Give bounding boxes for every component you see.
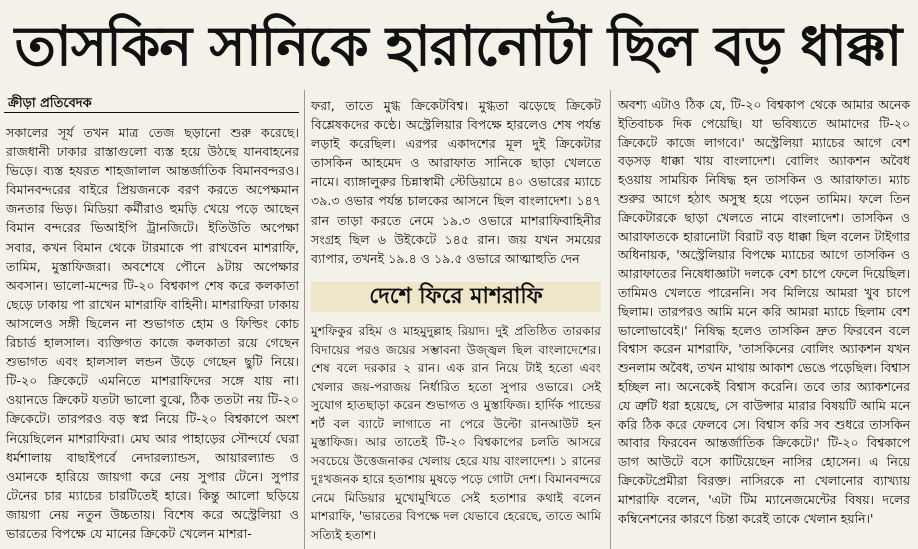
byline: ক্রীড়া প্রতিবেদক [8, 96, 92, 111]
headline: তাসকিন সানিকে হারানোটা ছিল বড় ধাক্কা [14, 14, 902, 78]
paragraph: মুশফিকুর রহিম ও মাহমুদুল্লাহ রিয়াদ। দুই প্রতিষ্ঠিত তারকার বিদায়ের পরও জয়ের সম্ভাবনা উজ্জ্বল ছিল বাংলাদেশের। শেষ বলে দরকার ২ রান। এক রান নিয়ে টাই হতো এবং খেলার জয়-পরাজয় নির্ধারিত হতো সুপার ওভারে। সেই সুযোগ হাতছাড়া করেন শুভাগত ও মুস্তাফিজ। হার্দিক পান্ডের শর্ট বল ব্যাটে লাগাতে না পেরে উল্টো রানআউট হন মুস্তাফিজ। আর তাতেই টি-২০ বিশ্বকাপের চলতি আসরে সবচেয়ে উত্তেজনাকর খেলায় হেরে যায় বাংলাদেশ। ১ রানের দুঃখজনক হারে হতাশায় মুষড়ে পড়ে গোটা দেশ। বিমানবন্দরে নেমে মিডিয়ার মুখোমুখিতে সেই হতাশার কথাই বলেন মাশরাফি, 'ভারতের বিপক্ষে দল যেভাবে হেরেছে, তাতে আমি সত্যিই হতাশ। [311, 324, 601, 542]
column-divider [304, 90, 305, 549]
article-column-2-top [311, 96, 601, 268]
article-column-1 [6, 123, 299, 543]
subheading: দেশে ফিরে মাশরাফি [311, 282, 601, 312]
column-divider [610, 90, 611, 549]
paragraph: অবশ্য এটাও ঠিক যে, টি-২০ বিশ্বকাপ থেকে আমার অনেক ইতিবাচক দিক পেয়েছি। যা ভবিষ্যতে আমাদের টি-২০ ক্রিকেটে কাজে লাগবে।' অস্ট্রেলিয়া ম্যাচের আগে বেশ বড়সড় ধাক্কা খায় বাংলাদেশ। বোলিং অ্যাকশন অবৈধ হওয়ায় সাময়িক নিষিদ্ধ হন তাসকিন ও আরাফাত। ম্যাচ শুরুর আগে হঠাৎ অসুস্থ হয়ে পড়েন তামিম। ফলে তিন ক্রিকেটারকে ছাড়া খেলতে নামে বাংলাদেশ। তাসকিন ও আরাফাতকে হারানোটা বিরাট বড় ধাক্কা ছিল বলেন টাইগার অধিনায়ক, 'অস্ট্রেলিয়ার বিপক্ষে ম্যাচের আগে তাসকিন ও আরাফাতের নিষেধাজ্ঞাটা দলকে বেশ চাপে ফেলে দিয়েছিল। তামিমও খেলতে পারেননি। সব মিলিয়ে আমরা খুব চাপে ছিলাম। তারপরও আমি মনে করি আমরা ম্যাচে ছিলাম বেশ ভালোভাবেই।' নিষিদ্ধ হলেও তাসকিন দ্রুত ফিরবেন বলে বিশ্বাস করেন মাশরাফি, 'তাসকিনের বোলিং অ্যাকশন যখন শুনলাম অবৈধ, তখন মাথায় আকাশ ভেঙে পড়েছিল। বিশ্বাস হচ্ছিল না। অনেকেই বিশ্বাস করেনি। তবে তার অ্যাকশনের যে ত্রুটি ধরা হয়েছে, সে বাউন্সার মারার বিষয়টি আমি মনে করি ঠিক করে ফেলবে সে। বিশ্বাস করি সব শুধরে তাসকিন আবার ফিরবেন আন্তর্জাতিক ক্রিকেটে।' টি-২০ বিশ্বকাপে ডাগ আউটে বসে কাটিয়েছেন নাসির হোসেন। এ নিয়ে ক্রিকেটপ্রেমীরা বিরক্ত। নাসিরকে না খেলানোর ব্যাখ্যায় মাশরাফি বলেন, 'এটা টিম ম্যানেজমেন্টের বিষয়। দলের কম্বিনেশনের কারণে চিন্তা করেই তাকে খেলান হয়নি।' [618, 97, 910, 526]
paragraph: সকালের সূর্য তখন মাত্র তেজ ছড়ানো শুরু করেছে। রাজধানী ঢাকার রাস্তাগুলো ব্যস্ত হয়ে উঠছে যানবাহনের ভিড়ে। ব্যস্ত হযরত শাহজালাল আন্তর্জাতিক বিমানবন্দরও। বিমানবন্দরের বাইরে প্রিয়জনকে বরণ করতে অপেক্ষমান জনতার ভিড়। মিডিয়া কর্মীরাও হুমড়ি খেয়ে পড়ে আছেন বিমান বন্দরের ভিআইপি ট্রানজিটে। ইতিউতি অপেক্ষা সবার, কখন বিমান থেকে টারমাকে পা রাখবেন মাশরাফি, তামিম, মুস্তাফিজরা। অবশেষে পৌনে ৯টায় অপেক্ষার অবসান। ভালো-মন্দের টি-২০ বিশ্বকাপ শেষ করে কলকাতা ছেড়ে ঢাকায় পা রাখেন মাশরাফি বাহিনী। মাশরাফিরা ঢাকায় আসলেও সঙ্গী ছিলেন না শুভাগত হোম ও ফিল্ডিং কোচ রিচার্ড হালসাল। ব্যক্তিগত কাজে কলকাতা রয়ে গেছেন শুভাগত এবং হালসাল লন্ডন উড়ে গেছেন ছুটি নিয়ে। টি-২০ ক্রিকেটে এমনিতে মাশরাফিদের সঙ্গে যায় না। ওয়ানডে ক্রিকেট যতটা ভালো বুঝে, ঠিক ততটা নয় টি-২০ ক্রিকেটে। তারপরও বড় স্বপ্ন নিয়ে টি-২০ বিশ্বকাপে অংশ নিয়েছিলেন মাশরাফিরা। মেঘ আর পাহাড়ের সৌন্দর্যে ঘেরা ধর্মশালায় বাছাইপর্বে নেদারল্যান্ডস, আয়ারল্যান্ড ও ওমানকে হারিয়ে জায়গা করে নেয় সুপার টেনে। সুপার টেনের চার ম্যাচের চারটিতেই হারে। কিন্তু আলো ছড়িয়ে জায়গা নেয় নতুন উচ্চতায়। বিশেষ করে অস্ট্রেলিয়া ও ভারতের বিপক্ষে যে মানের ক্রিকেট খেলেন মাশরা- [6, 125, 299, 541]
paragraph: ফরা, তাতে মুগ্ধ ক্রিকেটবিশ্ব। মুগ্ধতা ঝড়েছে ক্রিকেট বিশ্লেষকদের কণ্ঠে। অস্ট্রেলিয়ার বিপক্ষে হারলেও শেষ পর্যন্ত লড়াই করেছিল। এরপর একাদশের মূল দুই ক্রিকেটার তাসকিন আহমেদ ও আরাফাত সানিকে ছাড়া খেলতে নামে। ব্যাঙ্গালুরুর চিন্নাস্বামী স্টেডিয়ামে ৪০ ওভারের ম্যাচে ৩৯.৩ ওভার পর্যন্ত চালকের আসনে ছিল বাংলাদেশ। ১৪৭ রান তাড়া করতে নেমে ১৯.৩ ওভারে মাশরাফিবাহিনীর সংগ্রহ ছিল ৬ উইকেটে ১৪৫ রান। জয় যখন সময়ের ব্যাপার, তখনই ১৯.৪ ও ১৯.৫ ওভারে আত্মাহুতি দেন [311, 98, 601, 266]
article-column-2-bottom [311, 322, 601, 544]
byline-rule [4, 112, 299, 113]
article-column-3 [618, 96, 910, 528]
